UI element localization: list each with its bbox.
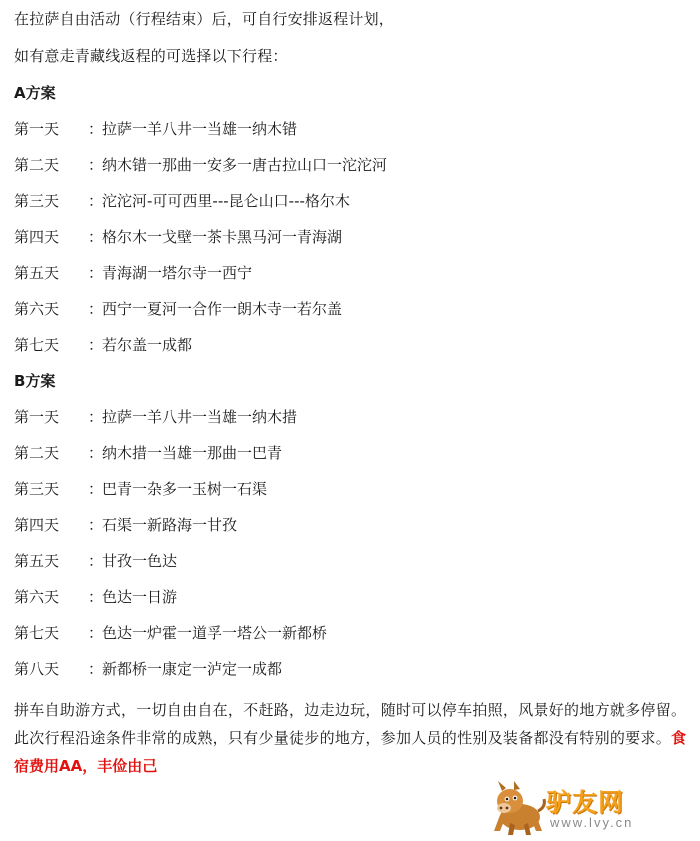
day-colon: ： bbox=[88, 156, 104, 174]
day-colon: ： bbox=[88, 516, 104, 534]
itinerary-row bbox=[14, 300, 686, 319]
intro-line-1: 在拉萨自由活动（行程结束）后，可自行安排返程计划， bbox=[14, 10, 395, 28]
day-label: 第二天 bbox=[14, 156, 60, 174]
day-route: 纳木措一当雄一那曲一巴青 bbox=[102, 444, 283, 462]
day-colon: ： bbox=[88, 552, 104, 570]
donkey-mascot-icon bbox=[490, 781, 548, 837]
day-route: 若尔盖一成都 bbox=[102, 336, 193, 354]
day-route: 石渠一新路海一甘孜 bbox=[102, 516, 238, 534]
day-label: 第七天 bbox=[14, 336, 60, 354]
itinerary-row bbox=[14, 120, 686, 139]
day-label: 第二天 bbox=[14, 444, 60, 462]
day-label: 第六天 bbox=[14, 300, 60, 318]
day-route: 甘孜一色达 bbox=[102, 552, 178, 570]
plan-b-heading: B方案 bbox=[14, 372, 56, 390]
closing-text: 拼车自助游方式，一切自由自在，不赶路，边走边玩，随时可以停车拍照，风景好的地方就多停留。此次行程沿途条件非常的成熟，只有少量徒步的地方，参加人员的性别及装备都没有特别的要求。 bbox=[14, 701, 686, 747]
itinerary-row bbox=[14, 228, 686, 247]
itinerary-row bbox=[14, 408, 686, 427]
itinerary-row bbox=[14, 516, 686, 535]
day-label: 第五天 bbox=[14, 264, 60, 282]
day-route: 拉萨一羊八井一当雄一纳木错 bbox=[102, 120, 298, 138]
itinerary-row bbox=[14, 444, 686, 463]
day-colon: ： bbox=[88, 660, 104, 678]
day-colon: ： bbox=[88, 192, 104, 210]
day-label: 第六天 bbox=[14, 588, 60, 606]
day-colon: ： bbox=[88, 624, 104, 642]
itinerary-row bbox=[14, 660, 686, 679]
day-label: 第七天 bbox=[14, 624, 60, 642]
day-label: 第一天 bbox=[14, 408, 60, 426]
day-label: 第五天 bbox=[14, 552, 60, 570]
day-route: 色达一炉霍一道孚一塔公一新都桥 bbox=[102, 624, 328, 642]
itinerary-row bbox=[14, 264, 686, 283]
itinerary-row bbox=[14, 336, 686, 355]
day-colon: ： bbox=[88, 444, 104, 462]
day-colon: ： bbox=[88, 588, 104, 606]
watermark-brand: 驴友网 bbox=[546, 788, 625, 817]
itinerary-row bbox=[14, 156, 686, 175]
day-label: 第三天 bbox=[14, 192, 60, 210]
closing-paragraph bbox=[14, 696, 686, 780]
day-label: 第一天 bbox=[14, 120, 60, 138]
day-route: 色达一日游 bbox=[102, 588, 178, 606]
day-colon: ： bbox=[88, 408, 104, 426]
day-route: 格尔木一戈壁一茶卡黑马河一青海湖 bbox=[102, 228, 343, 246]
closing-highlight: 食宿费用AA，丰俭由己 bbox=[14, 729, 686, 775]
watermark-url: www.lvy.cn bbox=[550, 815, 634, 830]
day-colon: ： bbox=[88, 120, 104, 138]
day-label: 第四天 bbox=[14, 516, 60, 534]
day-colon: ： bbox=[88, 300, 104, 318]
day-colon: ： bbox=[88, 336, 104, 354]
day-colon: ： bbox=[88, 480, 104, 498]
itinerary-row bbox=[14, 192, 686, 211]
watermark bbox=[484, 777, 694, 839]
itinerary-row bbox=[14, 624, 686, 643]
day-label: 第三天 bbox=[14, 480, 60, 498]
itinerary-row bbox=[14, 588, 686, 607]
day-label: 第四天 bbox=[14, 228, 60, 246]
day-route: 青海湖一塔尔寺一西宁 bbox=[102, 264, 253, 282]
day-route: 新都桥一康定一泸定一成都 bbox=[102, 660, 283, 678]
day-colon: ： bbox=[88, 228, 104, 246]
itinerary-row bbox=[14, 552, 686, 571]
day-route: 巴青一杂多一玉树一石渠 bbox=[102, 480, 268, 498]
day-route: 拉萨一羊八井一当雄一纳木措 bbox=[102, 408, 298, 426]
day-route: 纳木错一那曲一安多一唐古拉山口一沱沱河 bbox=[102, 156, 388, 174]
intro-line-2: 如有意走青藏线返程的可选择以下行程： bbox=[14, 47, 288, 65]
plan-a-heading: A方案 bbox=[14, 84, 56, 102]
day-colon: ： bbox=[88, 264, 104, 282]
itinerary-row bbox=[14, 480, 686, 499]
day-route: 沱沱河-可可西里---昆仑山口---格尔木 bbox=[102, 192, 350, 210]
day-label: 第八天 bbox=[14, 660, 60, 678]
day-route: 西宁一夏河一合作一朗木寺一若尔盖 bbox=[102, 300, 343, 318]
